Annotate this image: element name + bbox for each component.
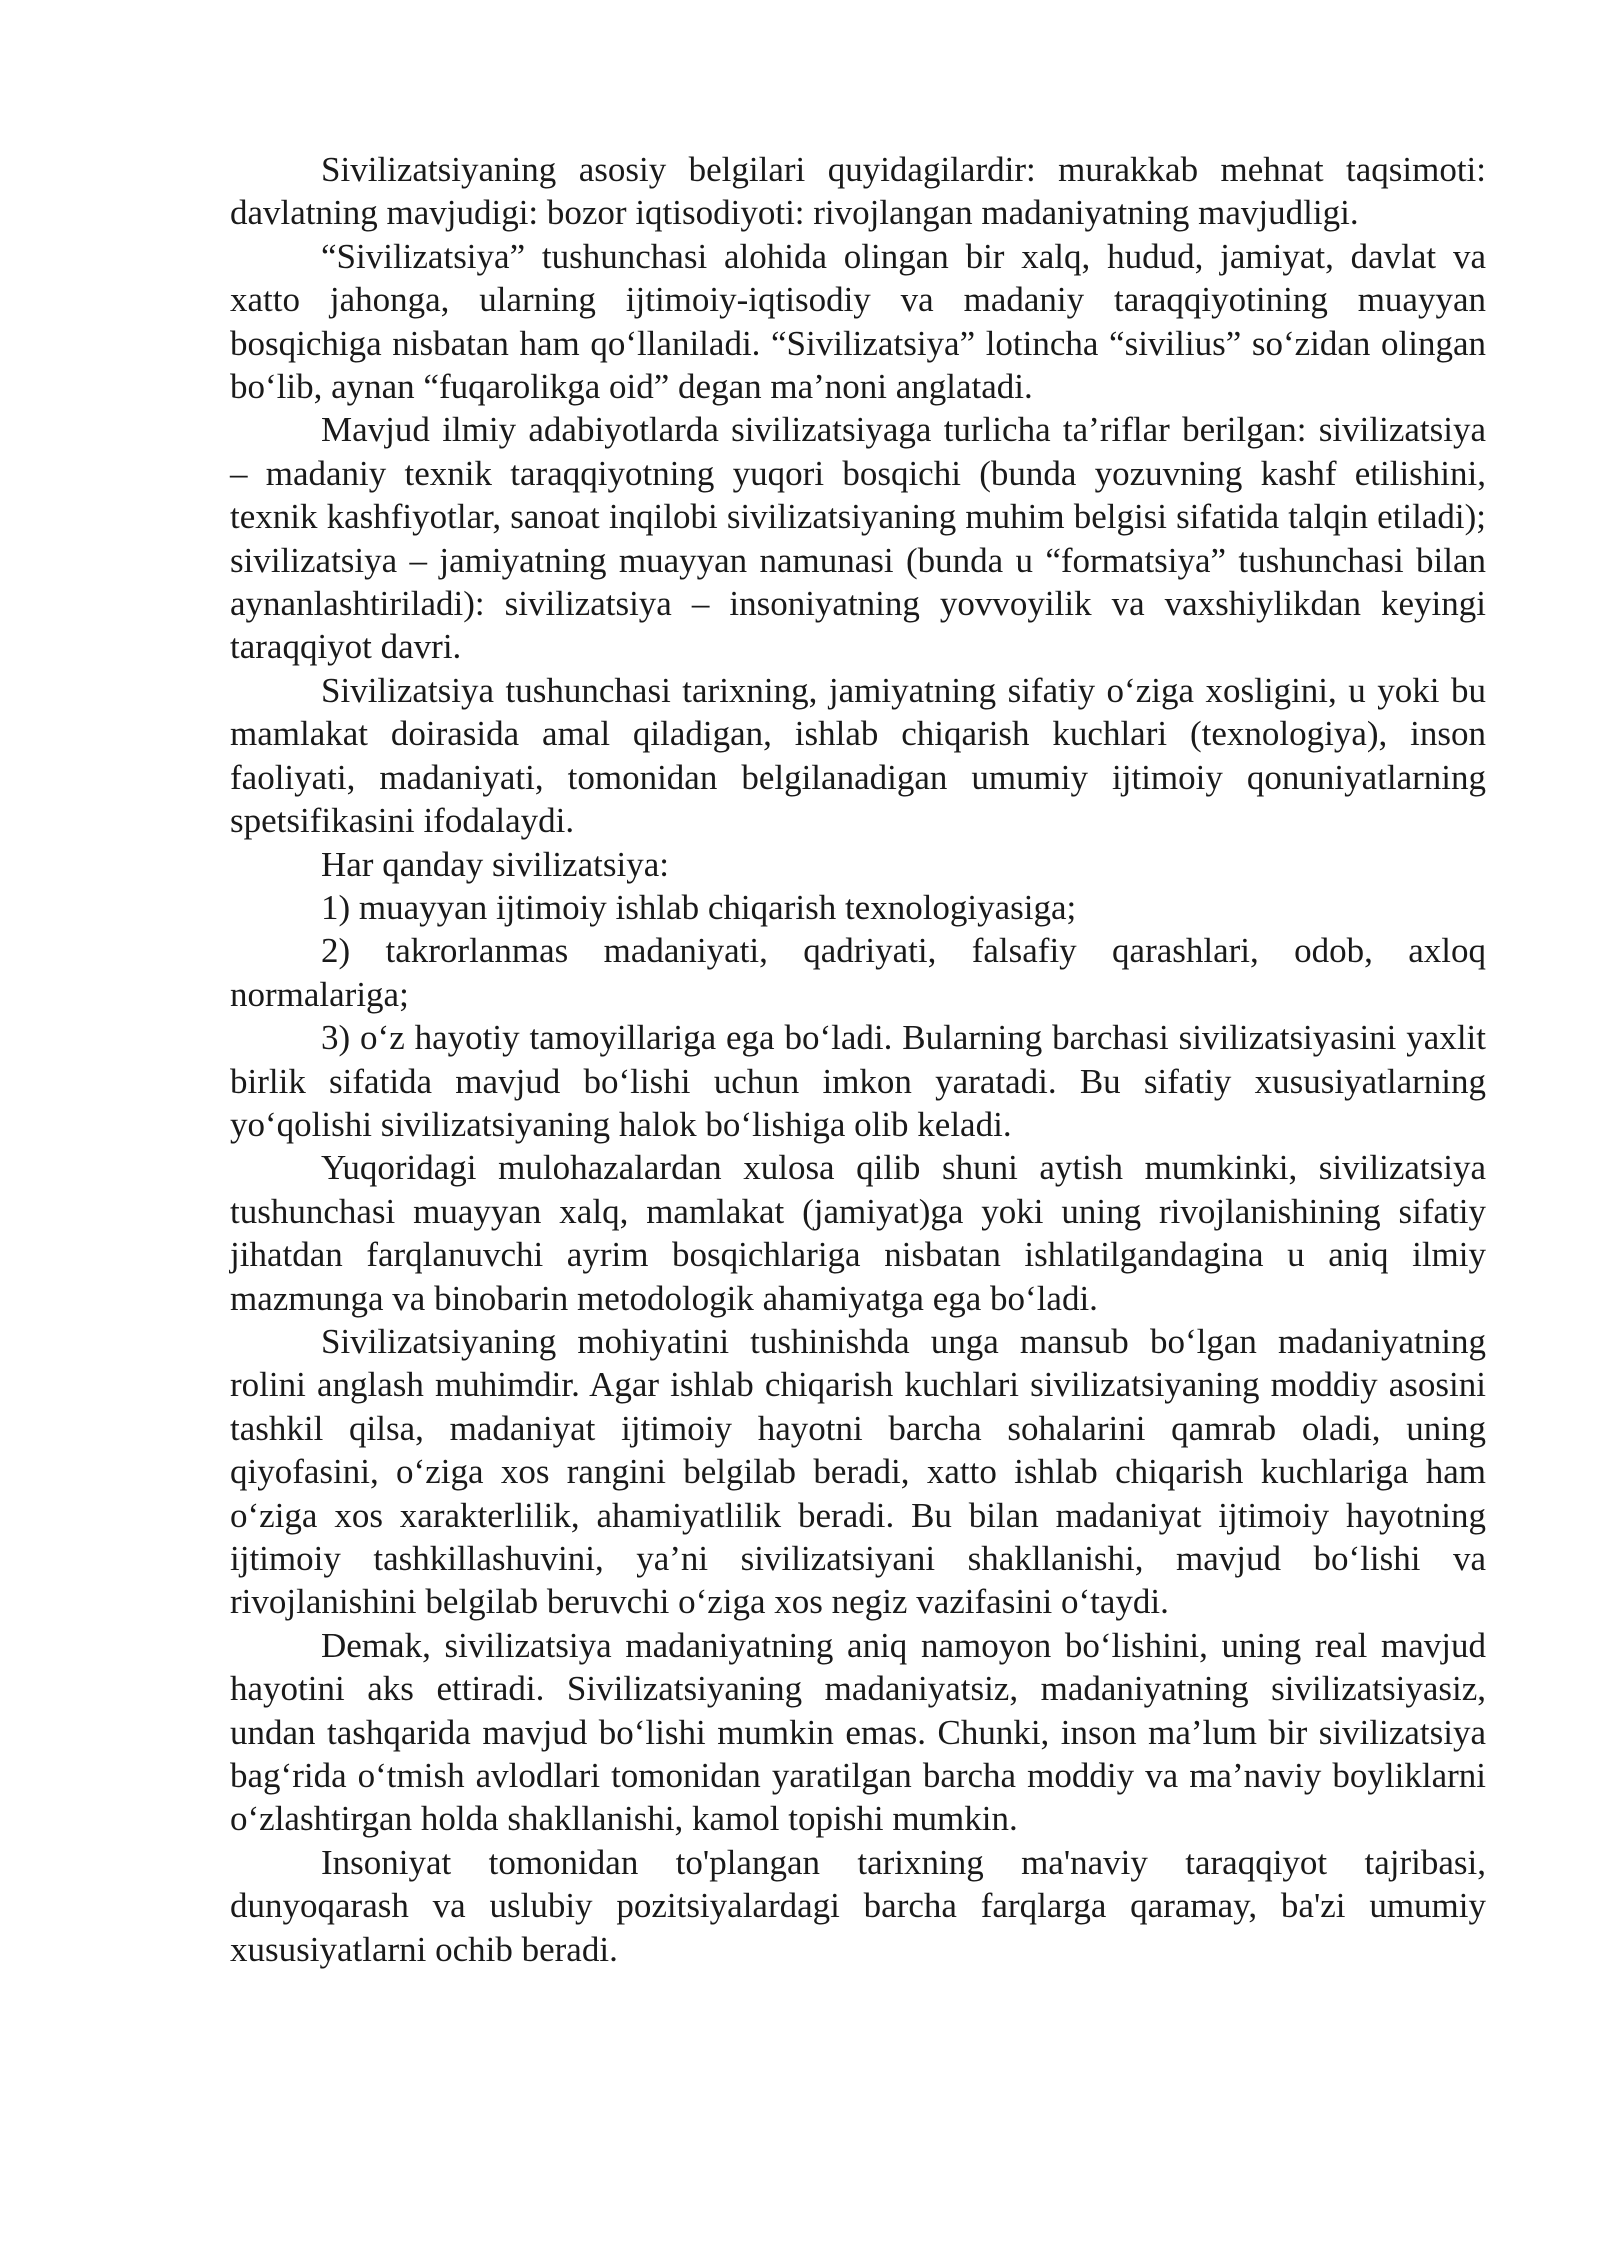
paragraph: Demak, sivilizatsiya madaniyatning aniq namoyon bo‘lishini, uning real mavjud hayotini aks ettiradi. Sivilizatsiyaning madaniyatsiz, madaniyatning sivilizatsiyasiz, undan tashqarida mavjud bo‘lishi mumkin emas. Chunki, inson ma’lum bir sivilizatsiya bag‘rida o‘tmish avlodlari tomonidan yaratilgan barcha moddiy va ma’naviy boyliklarni o‘zlashtirgan holda shakllanishi, kamol topishi mumkin. xyxy=(230,1625,1486,1839)
paragraph: “Sivilizatsiya” tushunchasi alohida olingan bir xalq, hudud, jamiyat, davlat va xatto jahonga, ularning ijtimoiy-iqtisodiy va madaniy taraqqiyotining muayyan bosqichiga nisbatan ham qo‘llaniladi. “Sivilizatsiya” lotincha “sivilius” so‘zidan olingan bo‘lib, aynan “fuqarolikga oid” degan ma’noni anglatadi. xyxy=(230,236,1486,407)
paragraph: Har qanday sivilizatsiya: xyxy=(321,844,669,884)
paragraph: Sivilizatsiyaning mohiyatini tushinishda unga mansub bo‘lgan madaniyatning rolini anglash muhimdir. Agar ishlab chiqarish kuchlari sivilizatsiyaning moddiy asosini tashkil qilsa, madaniyat ijtimoiy hayotni barcha sohalarini qamrab oladi, uning qiyofasini, o‘ziga xos rangini belgilab beradi, xatto ishlab chiqarish kuchlariga ham o‘ziga xos xarakterlilik, ahamiyatlilik beradi. Bu bilan madaniyat ijtimoiy hayotning ijtimoiy tashkillashuvini, ya’ni sivilizatsiyani shakllanishi, mavjud bo‘lishi va rivojlanishini belgilab beruvchi o‘ziga xos negiz vazifasini o‘taydi. xyxy=(230,1321,1486,1622)
document-body xyxy=(230,148,1486,1971)
list-item: 1) muayyan ijtimoiy ishlab chiqarish texnologiyasiga; xyxy=(321,887,1077,927)
paragraph: Sivilizatsiyaning asosiy belgilari quyidagilardir: murakkab mehnat taqsimoti: davlatning mavjudigi: bozor iqtisodiyoti: rivojlangan madaniyatning mavjudligi. xyxy=(230,150,1486,233)
list-item: 3) o‘z hayotiy tamoyillariga ega bo‘ladi. Bularning barchasi sivilizatsiyasini yaxlit birlik sifatida mavjud bo‘lishi uchun imkon yaratadi. Bu sifatiy xususiyatlarning yo‘qolishi sivilizatsiyaning halok bo‘lishiga olib keladi. xyxy=(230,1018,1486,1144)
paragraph: Mavjud ilmiy adabiyotlarda sivilizatsiyaga turlicha ta’riflar berilgan: sivilizatsiya – madaniy texnik taraqqiyotning yuqori bosqichi (bunda yozuvning kashf etilishini, texnik kashfiyotlar, sanoat inqilobi sivilizatsiyaning muhim belgisi sifatida talqin etiladi); sivilizatsiya – jamiyatning muayyan namunasi (bunda u “formatsiya” tushunchasi bilan aynanlashtiriladi): sivilizatsiya – insoniyatning yovvoyilik va vaxshiylikdan keyingi taraqqiyot davri. xyxy=(230,410,1486,667)
paragraph: Insoniyat tomonidan to'plangan tarixning ma'naviy taraqqiyot tajribasi, dunyoqarash va uslubiy pozitsiyalardagi barcha farqlarga qaramay, ba'zi umumiy xususiyatlarni ochib beradi. xyxy=(230,1842,1486,1969)
paragraph: Sivilizatsiya tushunchasi tarixning, jamiyatning sifatiy o‘ziga xosligini, u yoki bu mamlakat doirasida amal qiladigan, ishlab chiqarish kuchlari (texnologiya), inson faoliyati, madaniyati, tomonidan belgilanadigan umumiy ijtimoiy qonuniyatlarning spetsifikasini ifodalaydi. xyxy=(230,670,1486,841)
list-item: 2) takrorlanmas madaniyati, qadriyati, falsafiy qarashlari, odob, axloq normalariga; xyxy=(230,931,1486,1014)
paragraph: Yuqoridagi mulohazalardan xulosa qilib shuni aytish mumkinki, sivilizatsiya tushunchasi muayyan xalq, mamlakat (jamiyat)ga yoki uning rivojlanishining sifatiy jihatdan farqlanuvchi ayrim bosqichlariga nisbatan ishlatilgandagina u aniq ilmiy mazmunga va binobarin metodologik ahamiyatga ega bo‘ladi. xyxy=(230,1148,1486,1318)
